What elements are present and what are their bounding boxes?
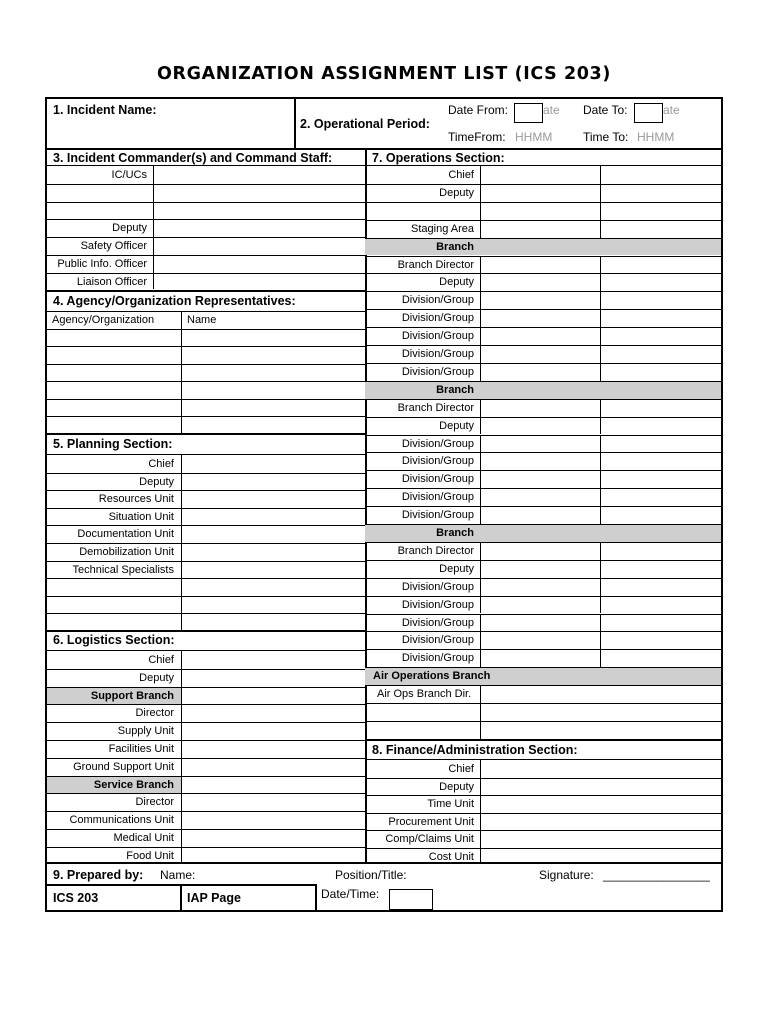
operations-role-label: Deputy bbox=[439, 419, 474, 432]
finance-name-field[interactable] bbox=[482, 779, 718, 795]
command-name-field[interactable] bbox=[155, 220, 363, 236]
command-role-label: IC/UCs bbox=[111, 169, 147, 181]
operations-name-field[interactable] bbox=[482, 507, 598, 523]
operations-name-field[interactable] bbox=[482, 274, 598, 290]
col-divider bbox=[480, 578, 481, 596]
operations-contact-field[interactable] bbox=[602, 167, 718, 183]
operations-role-label: Division/Group bbox=[401, 616, 474, 629]
logistics-name-field[interactable] bbox=[183, 688, 363, 704]
command-name-field[interactable] bbox=[155, 274, 363, 290]
col-divider bbox=[600, 363, 601, 381]
operations-role-label: Division/Group bbox=[401, 348, 474, 360]
operations-role-label: Division/Group bbox=[401, 455, 474, 468]
time-from-field[interactable]: HHMM bbox=[515, 130, 553, 144]
logistics-role-label: Medical Unit bbox=[113, 832, 174, 844]
operations-contact-field[interactable] bbox=[602, 579, 718, 595]
logistics-role-label: Facilities Unit bbox=[108, 743, 174, 755]
agency-heading: 4. Agency/Organization Representatives: bbox=[53, 294, 296, 308]
planning-role-label: Chief bbox=[148, 458, 174, 470]
logistics-role-label: Service Branch bbox=[93, 778, 174, 791]
date-from-label: Date From: bbox=[448, 103, 509, 117]
col-divider bbox=[600, 614, 601, 632]
form-id: ICS 203 bbox=[53, 891, 99, 905]
operations-role-label: Deputy bbox=[439, 276, 474, 289]
finance-name-field[interactable] bbox=[482, 814, 718, 830]
col-divider bbox=[480, 631, 481, 649]
operations-name-field[interactable] bbox=[482, 310, 598, 326]
operations-name-field[interactable] bbox=[482, 364, 598, 380]
col-divider bbox=[480, 506, 481, 524]
operations-role-label: Division/Group bbox=[401, 598, 474, 611]
logistics-role-label: Ground Support Unit bbox=[73, 760, 174, 773]
operations-name-field[interactable] bbox=[482, 257, 598, 273]
operations-role-label: Division/Group bbox=[401, 473, 474, 486]
row-divider bbox=[365, 667, 721, 668]
logistics-name-field[interactable] bbox=[183, 759, 363, 775]
operations-name-field[interactable] bbox=[482, 489, 598, 505]
agency-field[interactable] bbox=[49, 400, 179, 416]
col-divider bbox=[480, 202, 481, 220]
name-col-header: Name bbox=[187, 314, 217, 326]
date-from-placeholder: ate bbox=[543, 103, 560, 117]
col-divider bbox=[480, 166, 481, 184]
col-divider bbox=[480, 614, 481, 632]
col-divider bbox=[480, 220, 481, 238]
command-name-field[interactable] bbox=[155, 238, 363, 254]
col-divider bbox=[480, 435, 481, 453]
col-divider bbox=[600, 452, 601, 470]
operations-name-field[interactable] bbox=[482, 185, 598, 201]
col-divider bbox=[480, 184, 481, 202]
operations-role-label: Division/Group bbox=[401, 312, 474, 325]
operations-role-label: Chief bbox=[448, 169, 474, 181]
operations-name-field[interactable] bbox=[482, 328, 598, 344]
col-divider bbox=[600, 327, 601, 345]
finance-name-field[interactable] bbox=[482, 796, 718, 812]
operations-role-label: Deputy bbox=[439, 562, 474, 575]
operations-contact-field[interactable] bbox=[602, 400, 718, 416]
operations-name-field[interactable] bbox=[482, 543, 598, 559]
date-time-field[interactable] bbox=[389, 889, 433, 910]
logistics-name-field[interactable] bbox=[183, 705, 363, 721]
operations-role-label: Deputy bbox=[439, 186, 474, 199]
position-title-field[interactable]: Position/Title: bbox=[335, 868, 407, 882]
col-divider bbox=[480, 685, 481, 703]
planning-role-label: Situation Unit bbox=[108, 510, 174, 523]
operations-role-label: Air Ops Branch Dir. bbox=[377, 688, 472, 701]
col-divider bbox=[600, 345, 601, 363]
agency-name-field[interactable] bbox=[183, 382, 363, 398]
logistics-heading: 6. Logistics Section: bbox=[53, 633, 175, 647]
command-name-field[interactable] bbox=[155, 185, 363, 201]
operations-contact-field[interactable] bbox=[602, 471, 718, 487]
col-divider bbox=[600, 488, 601, 506]
operations-contact-field[interactable] bbox=[602, 328, 718, 344]
operations-contact-field[interactable] bbox=[602, 615, 718, 631]
col-divider bbox=[480, 309, 481, 327]
col-divider bbox=[480, 452, 481, 470]
col-divider bbox=[600, 417, 601, 435]
operations-name-field[interactable] bbox=[482, 650, 598, 666]
operations-contact-field[interactable] bbox=[602, 274, 718, 290]
col-divider bbox=[600, 184, 601, 202]
operations-role-label: Branch Director bbox=[397, 544, 474, 557]
agency-field[interactable] bbox=[49, 347, 179, 363]
col-divider bbox=[600, 166, 601, 184]
finance-role-label: Time Unit bbox=[427, 798, 474, 811]
row-divider bbox=[365, 238, 721, 239]
operations-name-field[interactable] bbox=[482, 436, 598, 452]
operations-contact-field[interactable] bbox=[602, 346, 718, 362]
col-divider bbox=[600, 273, 601, 291]
operations-role-label: Division/Group bbox=[401, 634, 474, 647]
operations-heading: 7. Operations Section: bbox=[372, 151, 505, 165]
air-ops-branch-label: Air Operations Branch bbox=[373, 670, 491, 683]
operations-contact-field[interactable] bbox=[602, 597, 718, 613]
logistics-name-field[interactable] bbox=[183, 652, 363, 668]
logistics-role-label: Chief bbox=[148, 654, 174, 666]
planning-role-label: Demobilization Unit bbox=[79, 546, 174, 558]
logistics-role-label: Director bbox=[135, 707, 174, 720]
col-divider bbox=[480, 542, 481, 560]
agency-name-field[interactable] bbox=[183, 417, 363, 433]
finance-heading: 8. Finance/Administration Section: bbox=[372, 743, 578, 757]
operations-name-field[interactable] bbox=[482, 686, 718, 702]
time-to-label: Time To: bbox=[583, 130, 629, 144]
col-divider bbox=[600, 256, 601, 274]
operations-role-label: Staging Area bbox=[411, 222, 474, 235]
col-divider bbox=[480, 703, 481, 721]
planning-name-field[interactable] bbox=[183, 544, 363, 560]
col-divider bbox=[480, 721, 481, 739]
logistics-name-field[interactable] bbox=[183, 830, 363, 846]
planning-name-field[interactable] bbox=[183, 474, 363, 490]
preparer-name-field[interactable]: Name: bbox=[160, 868, 196, 882]
logistics-name-field[interactable] bbox=[183, 777, 363, 793]
operations-contact-field[interactable] bbox=[602, 436, 718, 452]
operations-role-label: Division/Group bbox=[401, 580, 474, 593]
time-to-field[interactable]: HHMM bbox=[637, 130, 675, 144]
time-from-label: TimeFrom: bbox=[448, 130, 506, 144]
row-divider bbox=[365, 381, 721, 382]
planning-role-label: Documentation Unit bbox=[77, 528, 174, 541]
logistics-role-label: Director bbox=[135, 796, 174, 809]
operations-contact-field[interactable] bbox=[602, 507, 718, 523]
logistics-role-label: Food Unit bbox=[126, 849, 174, 862]
signature-line[interactable]: ________________ bbox=[603, 868, 710, 882]
operations-role-label: Division/Group bbox=[401, 652, 474, 665]
agency-col-header: Agency/Organization bbox=[52, 314, 155, 326]
col-divider bbox=[480, 273, 481, 291]
col-divider bbox=[600, 435, 601, 453]
col-divider bbox=[480, 327, 481, 345]
col-divider bbox=[600, 649, 601, 667]
operations-contact-field[interactable] bbox=[602, 257, 718, 273]
finance-role-label: Comp/Claims Unit bbox=[385, 833, 474, 846]
operations-role-label: Division/Group bbox=[401, 330, 474, 343]
planning-heading: 5. Planning Section: bbox=[53, 437, 173, 451]
operations-contact-field[interactable] bbox=[602, 543, 718, 559]
agency-name-field[interactable] bbox=[183, 365, 363, 381]
command-name-field[interactable] bbox=[155, 167, 363, 183]
planning-role-label: Technical Specialists bbox=[72, 563, 174, 576]
col-divider bbox=[480, 596, 481, 614]
logistics-role-label: Supply Unit bbox=[117, 725, 174, 738]
operations-name-field[interactable] bbox=[482, 579, 598, 595]
branch-label: Branch bbox=[436, 383, 474, 396]
agency-name-field[interactable] bbox=[183, 330, 363, 346]
incident-name-label: 1. Incident Name: bbox=[53, 103, 157, 117]
planning-name-field[interactable] bbox=[183, 491, 363, 507]
operations-role-label: Division/Group bbox=[401, 294, 474, 307]
command-role-label: Deputy bbox=[112, 222, 147, 235]
agency-field[interactable] bbox=[49, 417, 179, 433]
operations-name-field[interactable] bbox=[482, 167, 598, 183]
col-divider bbox=[480, 363, 481, 381]
col-divider bbox=[600, 631, 601, 649]
operations-contact-field[interactable] bbox=[602, 292, 718, 308]
date-from-field[interactable] bbox=[514, 103, 543, 123]
operations-name-field[interactable] bbox=[482, 221, 598, 237]
logistics-role-label: Support Branch bbox=[90, 689, 174, 702]
command-role-label: Liaison Officer bbox=[76, 275, 147, 288]
col-divider bbox=[480, 291, 481, 309]
operations-name-field[interactable] bbox=[482, 203, 598, 219]
operations-name-field[interactable] bbox=[482, 346, 598, 362]
finance-role-label: Procurement Unit bbox=[388, 815, 474, 828]
col-divider bbox=[480, 649, 481, 667]
ics-203-form bbox=[45, 97, 723, 912]
planning-name-field[interactable] bbox=[183, 562, 363, 578]
col-divider bbox=[480, 399, 481, 417]
planning-role-label: Deputy bbox=[139, 475, 174, 488]
operations-role-label: Branch Director bbox=[397, 258, 474, 271]
agency-name-field[interactable] bbox=[183, 347, 363, 363]
operations-name-field[interactable] bbox=[482, 632, 598, 648]
col-divider bbox=[480, 560, 481, 578]
date-to-placeholder: ate bbox=[663, 103, 680, 117]
branch-label: Branch bbox=[436, 527, 474, 539]
logistics-name-field[interactable] bbox=[183, 741, 363, 757]
col-divider bbox=[480, 488, 481, 506]
operations-role-label: Division/Group bbox=[401, 365, 474, 378]
iap-page-label[interactable]: IAP Page bbox=[187, 891, 241, 905]
operations-role-label: Division/Group bbox=[401, 509, 474, 522]
col-divider bbox=[480, 345, 481, 363]
col-divider bbox=[600, 596, 601, 614]
col-divider bbox=[480, 417, 481, 435]
operations-name-field[interactable] bbox=[482, 704, 598, 720]
agency-field[interactable] bbox=[49, 382, 179, 398]
logistics-name-field[interactable] bbox=[183, 812, 363, 828]
col-divider bbox=[600, 506, 601, 524]
col-divider bbox=[600, 560, 601, 578]
operations-contact-field[interactable] bbox=[602, 561, 718, 577]
operations-contact-field[interactable] bbox=[602, 185, 718, 201]
date-to-field[interactable] bbox=[634, 103, 663, 123]
planning-name-field[interactable] bbox=[183, 597, 363, 613]
operations-contact-field[interactable] bbox=[602, 364, 718, 380]
logistics-name-field[interactable] bbox=[183, 723, 363, 739]
command-staff-heading: 3. Incident Commander(s) and Command Staff: bbox=[53, 151, 333, 165]
operations-name-field[interactable] bbox=[482, 292, 598, 308]
operations-contact-field[interactable] bbox=[602, 632, 718, 648]
planning-name-field[interactable] bbox=[183, 526, 363, 542]
finance-name-field[interactable] bbox=[482, 831, 718, 847]
logistics-name-field[interactable] bbox=[183, 794, 363, 810]
agency-field[interactable] bbox=[49, 365, 179, 381]
agency-name-field[interactable] bbox=[183, 400, 363, 416]
planning-name-field[interactable] bbox=[183, 456, 363, 472]
planning-role-label: Resources Unit bbox=[98, 493, 174, 506]
finance-role-label: Deputy bbox=[439, 780, 474, 793]
col-divider bbox=[600, 578, 601, 596]
operations-name-field[interactable] bbox=[482, 597, 598, 613]
signature-label: Signature: bbox=[539, 868, 594, 882]
col-divider bbox=[600, 309, 601, 327]
finance-role-label: Cost Unit bbox=[428, 851, 474, 863]
operations-role-label: Division/Group bbox=[401, 437, 474, 450]
col-divider bbox=[600, 399, 601, 417]
command-name-field[interactable] bbox=[155, 256, 363, 272]
finance-role-label: Chief bbox=[448, 763, 474, 775]
col-divider bbox=[600, 470, 601, 488]
operations-name-field[interactable] bbox=[482, 722, 598, 738]
operations-role-label: Branch Director bbox=[397, 401, 474, 414]
col-divider bbox=[600, 291, 601, 309]
col-divider bbox=[480, 256, 481, 274]
prepared-by-label: 9. Prepared by: bbox=[53, 868, 144, 882]
logistics-role-label: Communications Unit bbox=[69, 814, 174, 827]
date-time-label: Date/Time: bbox=[321, 887, 380, 901]
operations-contact-field[interactable] bbox=[602, 221, 718, 237]
operational-period-label: 2. Operational Period: bbox=[300, 117, 430, 131]
operations-role-label: Division/Group bbox=[401, 491, 474, 504]
operations-contact-field[interactable] bbox=[602, 489, 718, 505]
row-divider bbox=[365, 524, 721, 525]
planning-name-field[interactable] bbox=[183, 509, 363, 525]
operations-contact-field[interactable] bbox=[602, 203, 718, 219]
date-to-label: Date To: bbox=[583, 103, 628, 117]
operations-name-field[interactable] bbox=[482, 418, 598, 434]
command-role-label: Safety Officer bbox=[80, 240, 147, 252]
operations-contact-field[interactable] bbox=[602, 453, 718, 469]
planning-name-field[interactable] bbox=[183, 579, 363, 595]
operations-name-field[interactable] bbox=[482, 471, 598, 487]
operations-contact-field[interactable] bbox=[602, 650, 718, 666]
col-divider bbox=[480, 470, 481, 488]
operations-name-field[interactable] bbox=[482, 400, 598, 416]
operations-name-field[interactable] bbox=[482, 453, 598, 469]
page-title: ORGANIZATION ASSIGNMENT LIST (ICS 203) bbox=[157, 64, 611, 84]
logistics-name-field[interactable] bbox=[183, 670, 363, 686]
finance-name-field[interactable] bbox=[482, 761, 718, 777]
agency-field[interactable] bbox=[49, 330, 179, 346]
col-divider bbox=[600, 542, 601, 560]
operations-contact-field[interactable] bbox=[602, 418, 718, 434]
branch-label: Branch bbox=[436, 240, 474, 253]
col-divider bbox=[600, 202, 601, 220]
logistics-role-label: Deputy bbox=[139, 671, 174, 684]
operations-contact-field[interactable] bbox=[602, 310, 718, 326]
operations-name-field[interactable] bbox=[482, 615, 598, 631]
command-role-label: Public Info. Officer bbox=[57, 257, 147, 270]
command-name-field[interactable] bbox=[155, 203, 363, 219]
operations-name-field[interactable] bbox=[482, 561, 598, 577]
planning-name-field[interactable] bbox=[183, 614, 363, 630]
col-divider bbox=[600, 220, 601, 238]
